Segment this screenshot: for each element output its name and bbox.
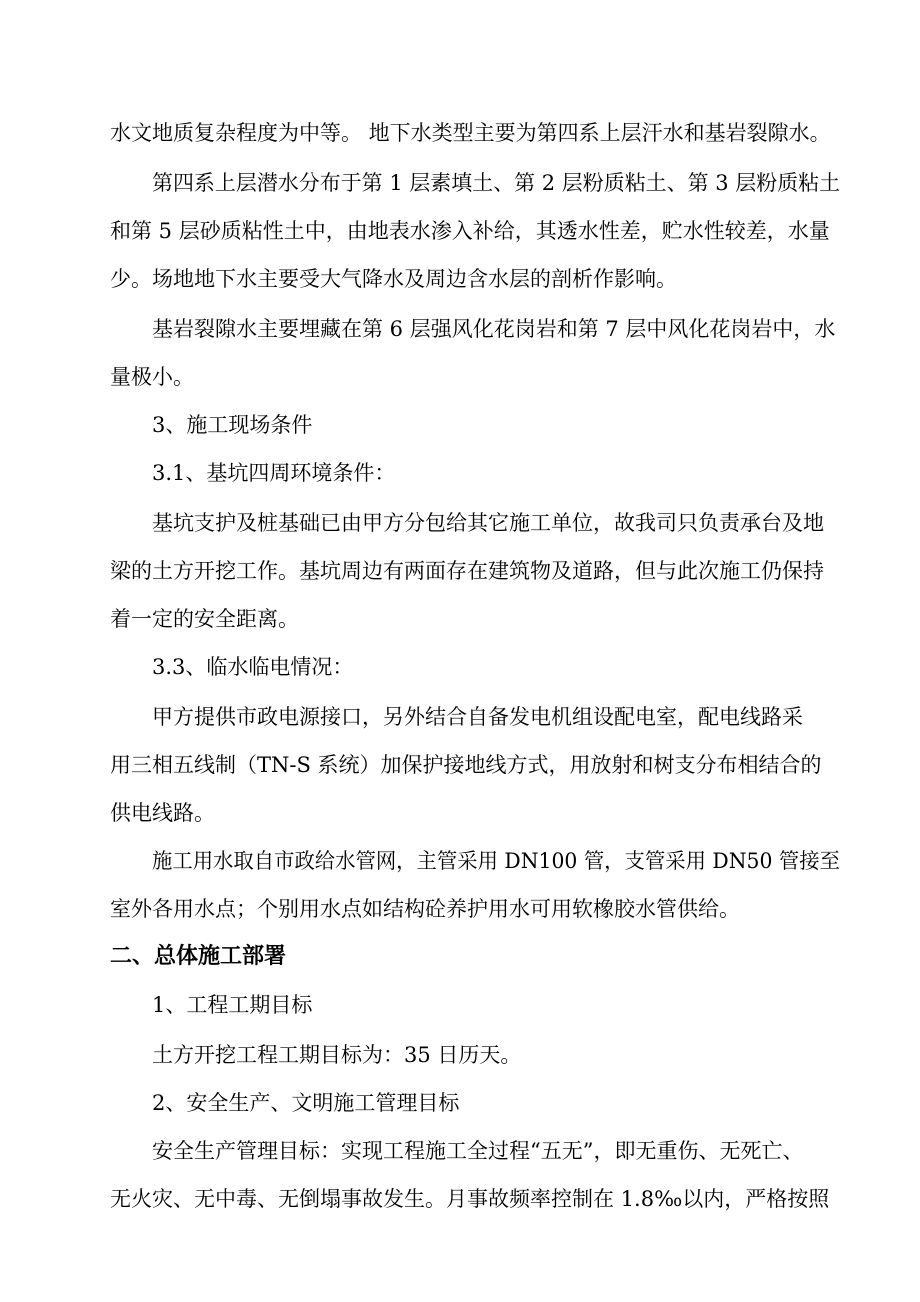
section-heading: 3、施工现场条件 xyxy=(152,413,313,437)
chapter-heading: 二、总体施工部署 xyxy=(110,944,287,969)
paragraph-line: 安全生产管理目标：实现工程施工全过程“五无”，即无重伤、无死亡、 xyxy=(152,1139,804,1163)
paragraph-line: 基坑支护及桩基础已由甲方分包给其它施工单位，故我司只负责承台及地 xyxy=(152,511,824,535)
paragraph-line: 土方开挖工程工期目标为：35 日历天。 xyxy=(152,1043,522,1067)
paragraph-line: 基岩裂隙水主要埋藏在第 6 层强风化花岗岩和第 7 层中风化花岗岩中，水 xyxy=(152,317,836,341)
paragraph-line: 少。场地地下水主要受大气降水及周边含水层的剖析作影响。 xyxy=(110,267,677,291)
paragraph-line: 量极小。 xyxy=(110,365,194,389)
paragraph-line: 第四系上层潜水分布于第 1 层素填土、第 2 层粉质粘土、第 3 层粉质粘土 xyxy=(152,171,841,195)
section-heading: 2、安全生产、文明施工管理目标 xyxy=(152,1091,460,1115)
paragraph-line: 着一定的安全距离。 xyxy=(110,607,299,631)
paragraph-line: 和第 5 层砂质粘性土中，由地表水渗入补给，其透水性差，贮水性较差，水量 xyxy=(110,219,830,243)
paragraph-line: 施工用水取自市政给水管网，主管采用 DN100 管，支管采用 DN50 管接至 xyxy=(152,849,840,873)
paragraph-line: 甲方提供市政电源接口，另外结合自备发电机组设配电室，配电线路采 xyxy=(152,705,803,729)
paragraph-line: 梁的土方开挖工作。基坑周边有两面存在建筑物及道路，但与此次施工仍保持 xyxy=(110,559,824,583)
paragraph-line: 无火灾、无中毒、无倒塌事故发生。月事故频率控制在 1.8‰以内，严格按照 xyxy=(110,1187,830,1211)
paragraph-line: 室外各用水点；个别用水点如结构砼养护用水可用软橡胶水管供给。 xyxy=(110,897,740,921)
subsection-heading: 3.3、临水临电情况： xyxy=(152,655,354,679)
paragraph-line: 供电线路。 xyxy=(110,801,215,825)
section-heading: 1、工程工期目标 xyxy=(152,993,313,1017)
subsection-heading: 3.1、基坑四周环境条件： xyxy=(152,461,396,485)
paragraph-line: 用三相五线制（TN-S 系统）加保护接地线方式，用放射和树支分布相结合的 xyxy=(110,753,822,777)
paragraph-line: 水文地质复杂程度为中等。 地下水类型主要为第四系上层汗水和基岩裂隙水。 xyxy=(110,121,831,145)
